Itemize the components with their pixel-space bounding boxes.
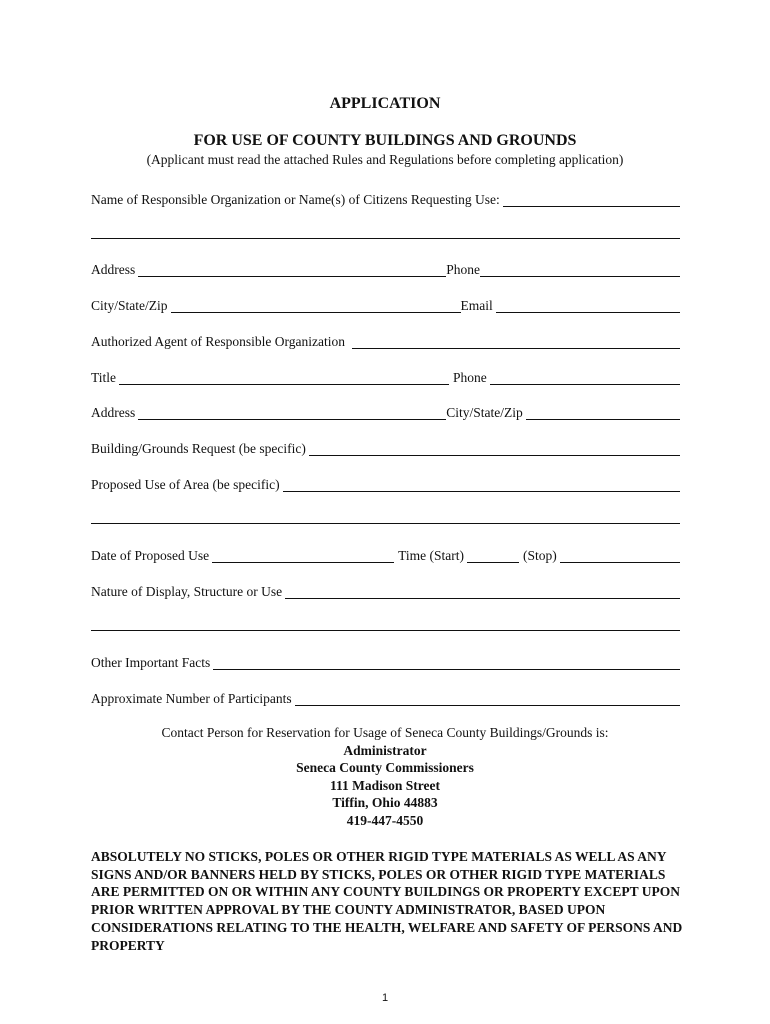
- other-facts-row: [91, 651, 680, 671]
- agent-address-label: Address: [91, 405, 136, 420]
- building-request-field[interactable]: [309, 441, 680, 456]
- agent-city-state-zip-field[interactable]: [526, 405, 680, 420]
- date-time-row: [91, 544, 680, 564]
- agent-city-state-zip-label: City/State/Zip: [446, 405, 523, 420]
- authorized-agent-label: Authorized Agent of Responsible Organization: [91, 334, 345, 349]
- org-name-row: [91, 188, 680, 208]
- nature-of-display-field[interactable]: [285, 584, 680, 599]
- contact-street: 111 Madison Street: [329, 777, 440, 793]
- building-request-label: Building/Grounds Request (be specific): [91, 441, 306, 456]
- other-facts-label: Other Important Facts: [91, 655, 211, 670]
- other-facts-field[interactable]: [213, 655, 680, 670]
- participants-field[interactable]: [295, 691, 680, 706]
- org-name-label: Name of Responsible Organization or Name(s) of Citizens Requesting Use:: [91, 192, 500, 207]
- nature-of-display-label: Nature of Display, Structure or Use: [91, 584, 283, 599]
- time-start-label: Time (Start): [398, 548, 464, 563]
- agent-address-field[interactable]: [138, 405, 446, 420]
- agent-phone-field[interactable]: [490, 370, 680, 385]
- page-number: 1: [381, 992, 389, 1004]
- time-stop-label: (Stop): [523, 548, 557, 563]
- address-field[interactable]: [138, 262, 446, 277]
- date-of-use-field[interactable]: [212, 548, 394, 563]
- city-row: [91, 294, 680, 314]
- time-stop-field[interactable]: [560, 548, 680, 563]
- contact-city: Tiffin, Ohio 44883: [332, 795, 438, 810]
- title-row: [91, 366, 680, 386]
- document-title: APPLICATION: [329, 95, 441, 112]
- document-note: (Applicant must read the attached Rules and Regulations before completing application): [146, 152, 624, 167]
- city-state-zip-field[interactable]: [171, 298, 461, 313]
- contact-role: Administrator: [343, 742, 427, 758]
- building-request-row: [91, 437, 680, 457]
- nature-of-display-field-continued[interactable]: [91, 630, 680, 631]
- email-field[interactable]: [496, 298, 680, 313]
- time-start-field[interactable]: [467, 548, 519, 563]
- org-name-field-continued[interactable]: [91, 238, 680, 239]
- proposed-use-row: [91, 473, 680, 493]
- proposed-use-label: Proposed Use of Area (be specific): [91, 477, 280, 492]
- authorized-agent-row: [91, 330, 680, 350]
- contact-office: Seneca County Commissioners: [296, 760, 474, 775]
- address-label: Address: [91, 262, 136, 277]
- contact-block: [0, 724, 770, 829]
- org-name-field[interactable]: [503, 192, 680, 207]
- participants-label: Approximate Number of Participants: [91, 691, 292, 706]
- proposed-use-field-continued[interactable]: [91, 523, 680, 524]
- participants-row: [91, 687, 680, 707]
- title-label: Title: [91, 370, 117, 385]
- agent-phone-label: Phone: [453, 370, 487, 385]
- contact-intro: Contact Person for Reservation for Usage of Seneca County Buildings/Grounds is:: [161, 725, 609, 740]
- phone-label: Phone: [446, 262, 480, 277]
- document-subtitle: FOR USE OF COUNTY BUILDINGS AND GROUNDS: [193, 132, 577, 149]
- proposed-use-field[interactable]: [283, 477, 680, 492]
- title-field[interactable]: [119, 370, 449, 385]
- nature-row: [91, 580, 680, 600]
- address-row: [91, 258, 680, 278]
- agent-address-row: [91, 401, 680, 421]
- warning-notice: ABSOLUTELY NO STICKS, POLES OR OTHER RIGID TYPE MATERIALS AS WELL AS ANY SIGNS AND/OR BANNERS HELD BY STICKS, POLES OR OTHER RIGID TYPE MATERIALS ARE PERMITTED ON OR WITHIN ANY COUNTY BUILDINGS OR PROPERTY EXCEPT UPON PRIOR WRITTEN APPROVAL BY THE COUNTY ADMINISTRATOR, BASED UPON CONSIDERATIONS RELATING TO THE HEALTH, WELFARE AND SAFETY OF PERSONS AND PROPERTY: [91, 849, 683, 953]
- phone-field[interactable]: [480, 262, 680, 277]
- authorized-agent-field[interactable]: [352, 334, 680, 349]
- date-of-use-label: Date of Proposed Use: [91, 548, 210, 563]
- city-state-zip-label: City/State/Zip: [91, 298, 168, 313]
- email-label: Email: [460, 298, 493, 313]
- contact-phone: 419-447-4550: [346, 812, 424, 828]
